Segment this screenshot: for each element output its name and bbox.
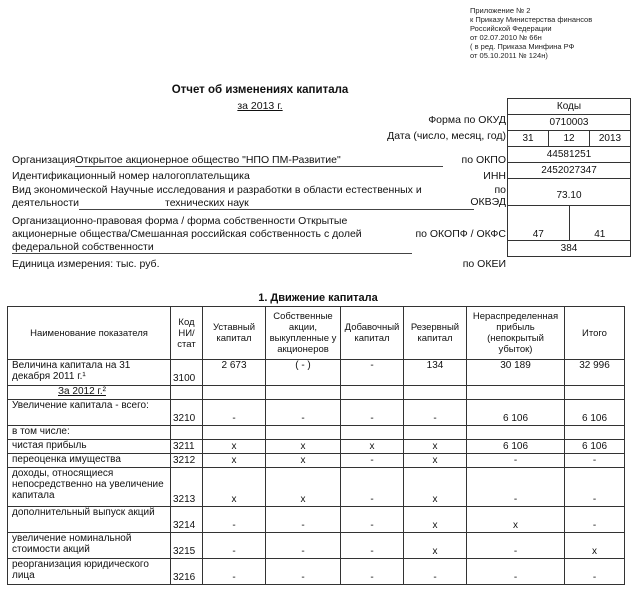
cell: - — [203, 400, 266, 426]
cell: 2 673 — [203, 360, 266, 386]
table-row — [8, 559, 625, 585]
cell — [341, 426, 404, 440]
cell: - — [341, 360, 404, 386]
cell — [565, 386, 625, 400]
appendix-note — [470, 6, 592, 60]
column-header: Резервный капитал — [404, 307, 467, 360]
cell: x — [404, 454, 467, 468]
cell: - — [341, 468, 404, 507]
cell: x — [404, 468, 467, 507]
cell: x — [404, 533, 467, 559]
row-code: 3215 — [171, 533, 203, 559]
cell: - — [266, 533, 341, 559]
cell: x — [266, 454, 341, 468]
okopf-label: по ОКОПФ / ОКФС — [415, 228, 506, 240]
row-name-text: За 2012 г.² — [58, 386, 106, 397]
cell: - — [341, 559, 404, 585]
table-row — [8, 426, 625, 440]
cell: x — [467, 507, 565, 533]
table-row — [8, 533, 625, 559]
report-period — [0, 100, 520, 112]
cell: - — [467, 559, 565, 585]
okpo-code: 44581251 — [508, 147, 630, 163]
table-row — [8, 468, 625, 507]
cell — [467, 426, 565, 440]
okved-code: 73.10 — [508, 179, 630, 206]
cell — [404, 386, 467, 400]
activity-row-2 — [12, 197, 474, 210]
appendix-line: Приложение № 2 — [470, 6, 531, 15]
okfs-code: 41 — [594, 229, 606, 240]
cell: - — [341, 400, 404, 426]
okopf-code: 47 — [508, 206, 570, 240]
date-year: 2013 — [598, 133, 622, 144]
cell: - — [266, 507, 341, 533]
cell: x — [266, 468, 341, 507]
okpo-label: по ОКПО — [461, 154, 506, 166]
capital-movement-table — [7, 306, 625, 585]
po-label: по — [494, 184, 506, 196]
appendix-line: Российской Федерации — [470, 24, 552, 33]
cell: 134 — [404, 360, 467, 386]
cell: - — [565, 559, 625, 585]
column-header: Добавочный капитал — [341, 307, 404, 360]
activity-label-2: деятельности — [12, 197, 79, 209]
column-header: Наименование показателя — [8, 307, 171, 360]
inn-code: 2452027347 — [508, 163, 630, 179]
cell: x — [203, 440, 266, 454]
cell: 32 996 — [565, 360, 625, 386]
okei-code: 384 — [560, 243, 578, 254]
table-row — [8, 386, 625, 400]
cell — [467, 386, 565, 400]
cell: - — [341, 454, 404, 468]
cell: - — [341, 507, 404, 533]
cell: x — [341, 440, 404, 454]
row-code: 3214 — [171, 507, 203, 533]
column-header: Итого — [565, 307, 625, 360]
cell: - — [203, 559, 266, 585]
cell — [203, 426, 266, 440]
row-code — [171, 426, 203, 440]
cell — [266, 386, 341, 400]
activity-row — [12, 184, 422, 196]
row-code — [171, 386, 203, 400]
cell: - — [404, 400, 467, 426]
cell: - — [203, 533, 266, 559]
table-row — [8, 400, 625, 426]
row-code: 3211 — [171, 440, 203, 454]
table-row — [8, 454, 625, 468]
appendix-line: от 05.10.2011 № 124н) — [470, 51, 548, 60]
row-name: Величина капитала на 31 декабря 2011 г.¹ — [8, 360, 171, 386]
cell: x — [203, 454, 266, 468]
cell — [203, 386, 266, 400]
report-period-text: за 2013 г. — [237, 100, 283, 112]
cell: 6 106 — [467, 400, 565, 426]
okud-label: Форма по ОКУД — [428, 114, 506, 126]
cell: - — [467, 454, 565, 468]
legal-value: Открытые — [298, 215, 348, 227]
codes-header: Коды — [508, 99, 630, 115]
table-row — [8, 440, 625, 454]
cell: - — [266, 400, 341, 426]
date-day: 31 — [508, 131, 549, 146]
activity-value-2: технических наук — [79, 197, 474, 210]
section-title: 1. Движение капитала — [258, 292, 378, 304]
row-code: 3212 — [171, 454, 203, 468]
legal-value-3: федеральной собственности — [12, 241, 412, 254]
column-header: Собственные акции, выкупленные у акционеров — [266, 307, 341, 360]
cell: - — [565, 507, 625, 533]
inn-row-label: Идентификационный номер налогоплательщика — [12, 170, 250, 182]
org-row — [12, 154, 443, 167]
inn-label: ИНН — [483, 170, 506, 182]
date-label: Дата (число, месяц, год) — [387, 130, 506, 142]
report-title: Отчет об изменениях капитала — [171, 84, 349, 96]
row-name: чистая прибыль — [8, 440, 171, 454]
cell: - — [565, 454, 625, 468]
cell: - — [565, 468, 625, 507]
legal-row — [12, 215, 347, 227]
cell: - — [203, 507, 266, 533]
row-name: дополнительный выпуск акций — [8, 507, 171, 533]
row-code: 3210 — [171, 400, 203, 426]
cell — [565, 426, 625, 440]
activity-value: Научные исследования и разработки в области естественных и — [110, 184, 422, 196]
appendix-line: от 02.07.2010 № 66н — [470, 33, 542, 42]
unit-label: Единица измерения: тыс. руб. — [12, 258, 160, 270]
legal-value-2: акционерные общества/Смешанная российская собственность с долей — [12, 228, 362, 240]
row-name: доходы, относящиеся непосредственно на увеличение капитала — [8, 468, 171, 507]
table-row — [8, 360, 625, 386]
appendix-line: к Приказу Министерства финансов — [470, 15, 593, 24]
column-header: Код НИ/ стат — [171, 307, 203, 360]
cell: - — [341, 533, 404, 559]
row-name: увеличение номинальной стоимости акций — [8, 533, 171, 559]
column-header: Нераспределенная прибыль (непокрытый убыток) — [467, 307, 565, 360]
cell: - — [266, 559, 341, 585]
cell: x — [266, 440, 341, 454]
row-name: Увеличение капитала - всего: — [8, 400, 171, 426]
okved-label: ОКВЭД — [470, 196, 506, 208]
cell: 30 189 — [467, 360, 565, 386]
cell: 6 106 — [467, 440, 565, 454]
row-name: реорганизация юридического лица — [8, 559, 171, 585]
activity-label: Вид экономической — [12, 184, 108, 196]
cell: x — [404, 507, 467, 533]
appendix-line: ( в ред. Приказа Минфина РФ — [470, 42, 575, 51]
cell: - — [404, 559, 467, 585]
row-code: 3100 — [171, 360, 203, 386]
table-header-row — [8, 307, 625, 360]
row-name — [8, 386, 171, 400]
cell: ( - ) — [266, 360, 341, 386]
org-value: Открытое акционерное общество "НПО ПМ-Развитие" — [75, 154, 443, 167]
date-code — [508, 131, 630, 147]
row-name: переоценка имущества — [8, 454, 171, 468]
date-month: 12 — [549, 131, 590, 146]
row-code: 3216 — [171, 559, 203, 585]
row-name: в том числе: — [8, 426, 171, 440]
codes-box — [507, 98, 631, 257]
org-label: Организация — [12, 154, 76, 166]
cell: x — [565, 533, 625, 559]
legal-label: Организационно-правовая форма / форма собственности — [12, 215, 296, 227]
okopf-okfs-code — [508, 206, 630, 241]
cell: x — [203, 468, 266, 507]
cell: - — [467, 533, 565, 559]
cell: - — [467, 468, 565, 507]
cell: x — [404, 440, 467, 454]
column-header: Уставный капитал — [203, 307, 266, 360]
row-code: 3213 — [171, 468, 203, 507]
cell — [266, 426, 341, 440]
okud-code: 0710003 — [508, 115, 630, 131]
cell: 6 106 — [565, 440, 625, 454]
okei-label: по ОКЕИ — [462, 258, 506, 270]
cell — [404, 426, 467, 440]
cell: 6 106 — [565, 400, 625, 426]
table-row — [8, 507, 625, 533]
cell — [341, 386, 404, 400]
